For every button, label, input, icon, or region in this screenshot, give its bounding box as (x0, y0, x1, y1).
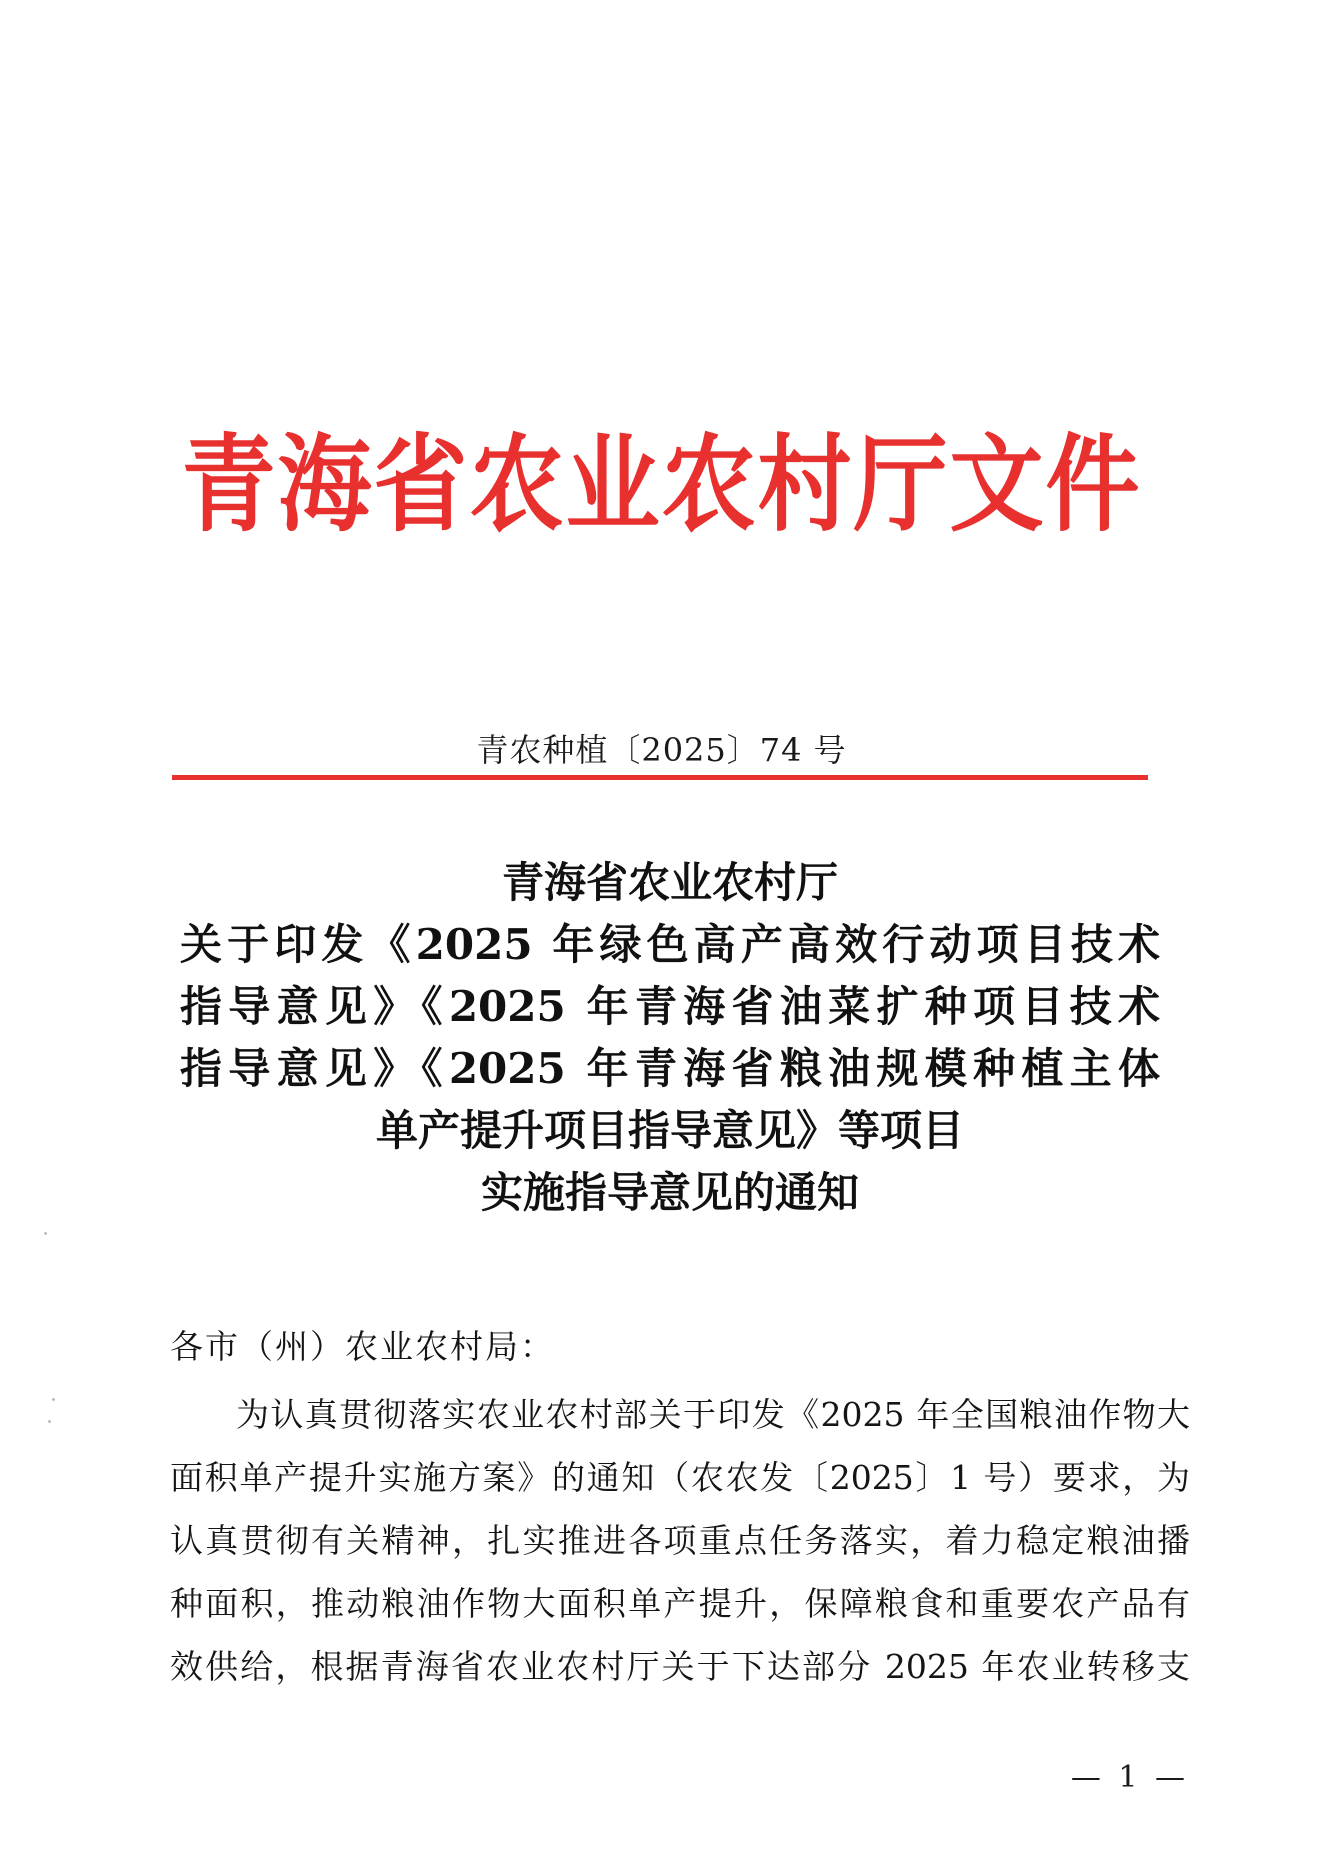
body-line: 效供给，根据青海省农业农村厅关于下达部分 2025 年农业转移支 (170, 1647, 1190, 1686)
red-divider-line (172, 775, 1148, 780)
body-line: 为认真贯彻落实农业农村部关于印发《2025 年全国粮油作物大 (236, 1395, 1190, 1434)
document-number: 青农种植〔2025〕74 号 (476, 731, 847, 769)
title-line: 指导意见》《2025 年青海省粮油规模种植主体 (180, 1044, 1160, 1093)
scan-speck (44, 1232, 47, 1235)
title-line: 青海省农业农村厅 (501, 858, 838, 907)
scan-speck (52, 1398, 55, 1401)
body-paragraph (170, 1383, 1190, 1698)
scan-speck (48, 1420, 51, 1423)
body-line: 认真贯彻有关精神，扎实推进各项重点任务落实，着力稳定粮油播 (170, 1521, 1190, 1560)
issuer-header-title: 青海省农业农村厅文件 (181, 423, 1142, 547)
title-line: 指导意见》《2025 年青海省油菜扩种项目技术 (180, 982, 1160, 1031)
body-line: 面积单产提升实施方案》的通知（农农发〔2025〕1 号）要求，为 (170, 1458, 1190, 1497)
body-line: 种面积，推动粮油作物大面积单产提升，保障粮食和重要农产品有 (170, 1584, 1190, 1623)
title-line: 单产提升项目指导意见》等项目 (375, 1106, 964, 1155)
title-line: 实施指导意见的通知 (480, 1168, 859, 1217)
notice-title (180, 852, 1160, 1224)
salutation: 各市（州）农业农村局： (170, 1327, 555, 1366)
page-number: — 1 — (1070, 1760, 1189, 1795)
title-line: 关于印发《2025 年绿色高产高效行动项目技术 (180, 920, 1160, 969)
